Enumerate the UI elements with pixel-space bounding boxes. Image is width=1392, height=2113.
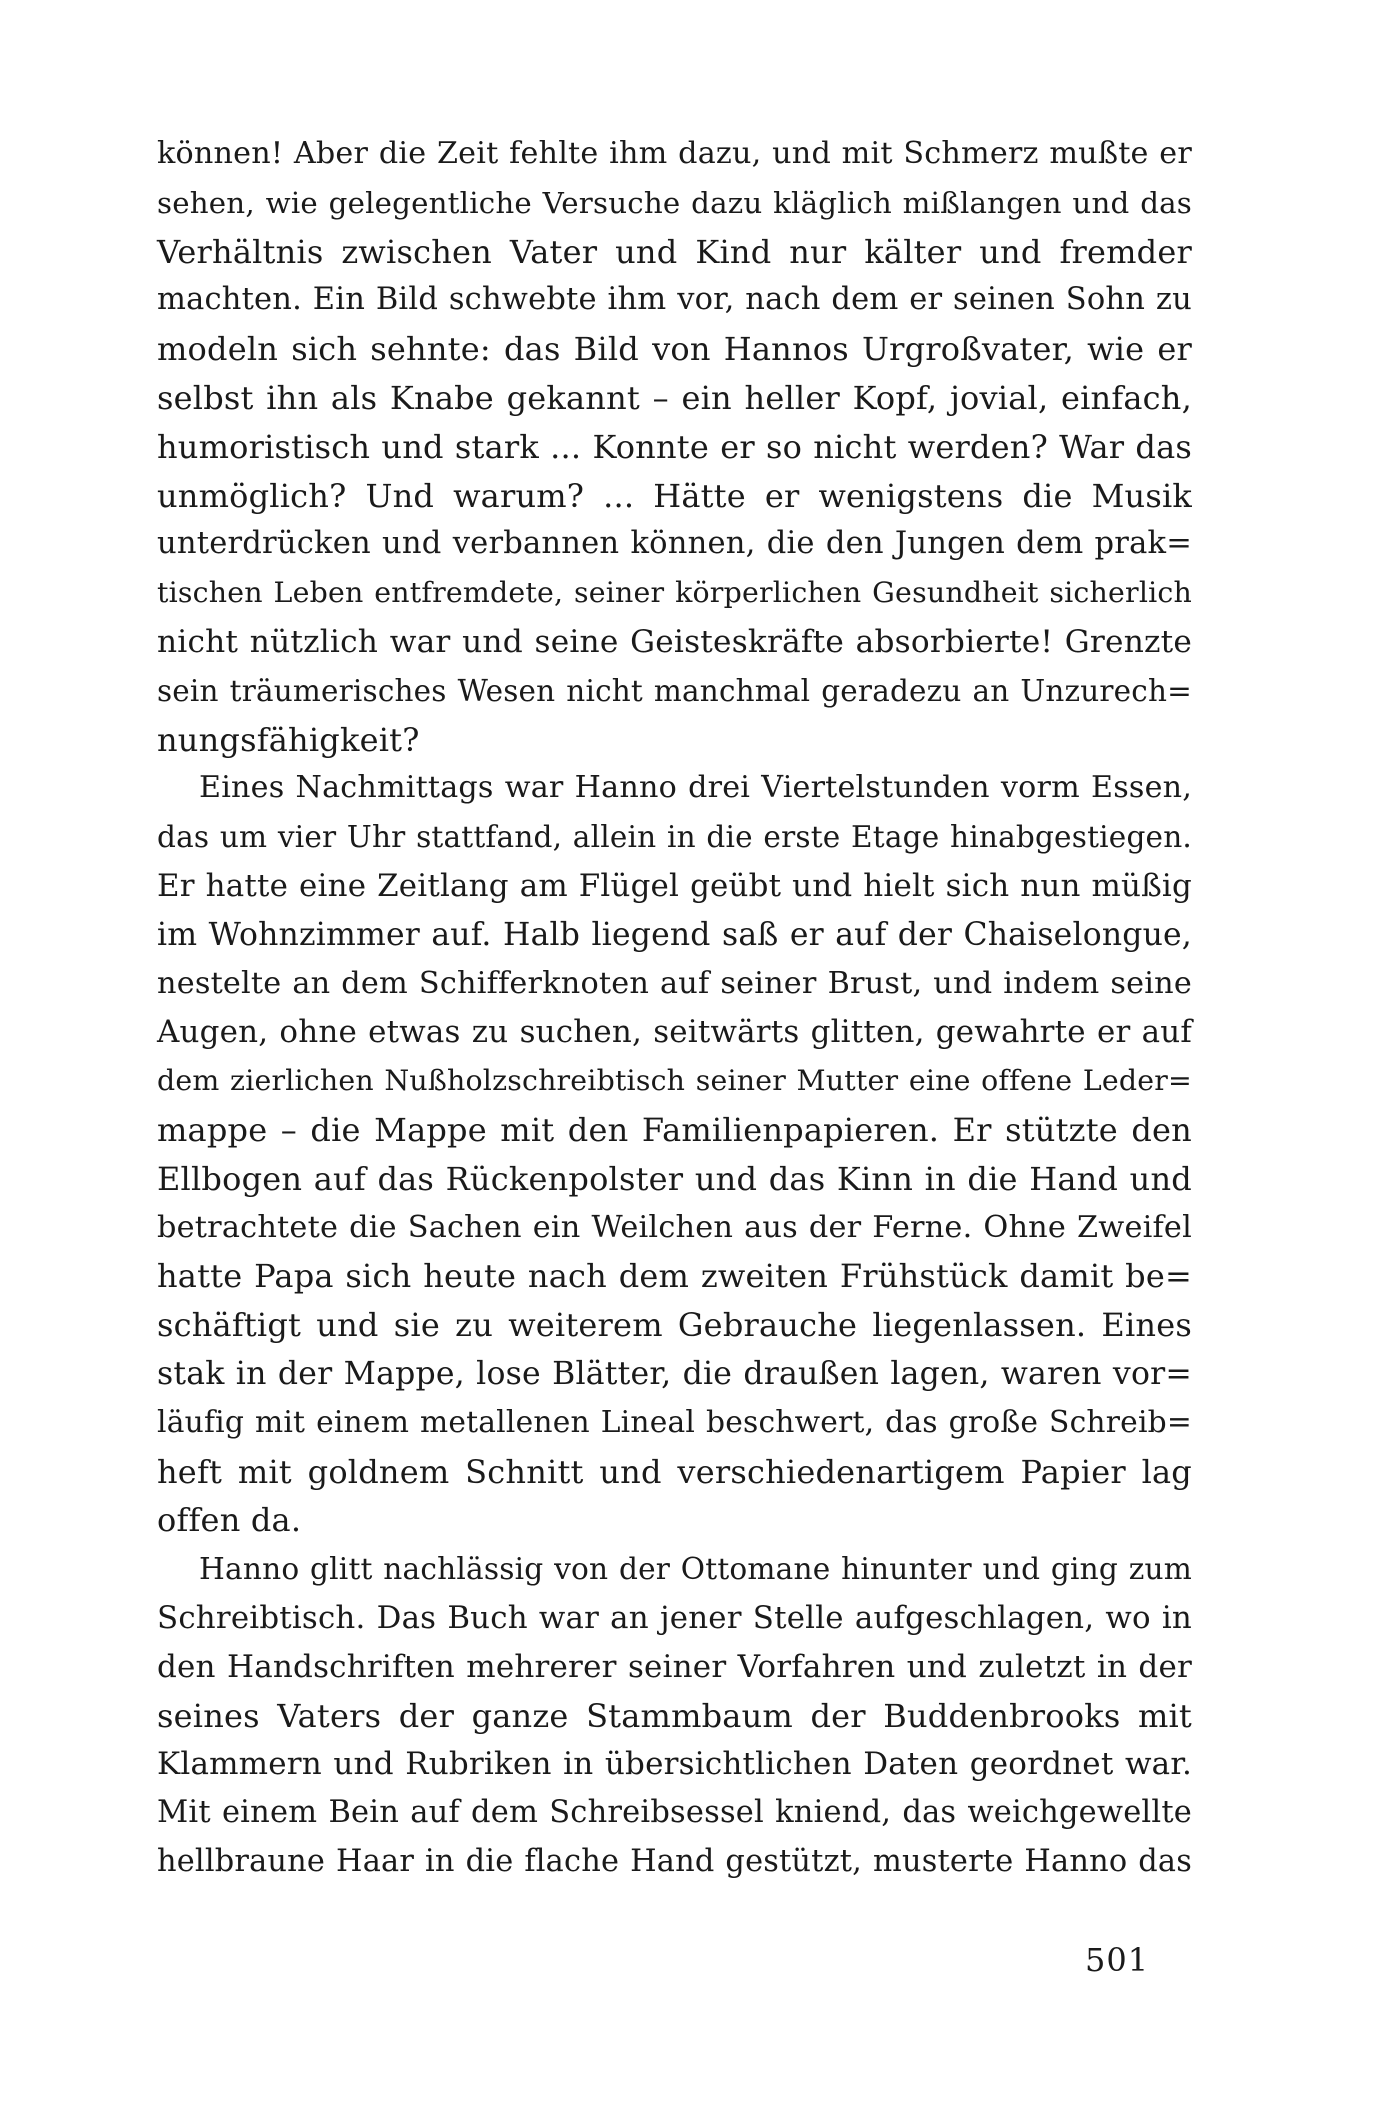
text-line: nicht nützlich war und seine Geisteskräfte absorbierte! Grenzte xyxy=(157,623,1192,660)
text-line: dem zierlichen Nußholzschreibtisch seiner Mutter eine offene Leder= xyxy=(157,1064,1192,1098)
text-line: nestelte an dem Schifferknoten auf seiner Brust, und indem seine xyxy=(157,965,1192,1001)
body-text xyxy=(157,130,1192,1887)
text-line: Hanno glitt nachlässig von der Ottomane hinunter und ging zum xyxy=(199,1552,1192,1587)
text-line: Eines Nachmittags war Hanno drei Viertelstunden vorm Essen, xyxy=(199,770,1192,806)
text-line: seines Vaters der ganze Stammbaum der Buddenbrooks mit xyxy=(157,1696,1192,1735)
text-line: modeln sich sehnte: das Bild von Hannos Urgroßvater, wie er xyxy=(157,330,1192,369)
text-line: sein träumerisches Wesen nicht manchmal geradezu an Unzurech= xyxy=(157,673,1192,708)
text-line: mappe – die Mappe mit den Familienpapieren. Er stützte den xyxy=(157,1110,1192,1149)
text-line: tischen Leben entfremdete, seiner körperlichen Gesundheit sicherlich xyxy=(157,576,1192,610)
text-line: hatte Papa sich heute nach dem zweiten Frühstück damit be= xyxy=(157,1257,1192,1296)
text-line: machten. Ein Bild schwebte ihm vor, nach dem er seinen Sohn zu xyxy=(157,282,1192,318)
text-line: selbst ihn als Knabe gekannt – ein heller Kopf, jovial, einfach, xyxy=(157,378,1192,417)
text-line: können! Aber die Zeit fehlte ihm dazu, und mit Schmerz mußte er xyxy=(157,136,1192,171)
text-line: unmöglich? Und warum? ... Hätte er wenigstens die Musik xyxy=(157,476,1192,515)
text-line: heft mit goldnem Schnitt und verschiedenartigem Papier lag xyxy=(157,1452,1192,1491)
text-line: Augen, ohne etwas zu suchen, seitwärts glitten, gewahrte er auf xyxy=(157,1014,1192,1051)
text-line: hellbraune Haar in die flache Hand gestützt, musterte Hanno das xyxy=(157,1843,1192,1879)
text-line: schäftigt und sie zu weiterem Gebrauche liegenlassen. Eines xyxy=(157,1306,1192,1345)
page-number: 501 xyxy=(1085,1941,1150,1979)
text-line: Verhältnis zwischen Vater und Kind nur kälter und fremder xyxy=(157,232,1192,271)
text-line: den Handschriften mehrerer seiner Vorfahren und zuletzt in der xyxy=(157,1648,1192,1685)
text-line: Er hatte eine Zeitlang am Flügel geübt und hielt sich nun müßig xyxy=(157,867,1192,904)
text-line: humoristisch und stark ... Konnte er so nicht werden? War das xyxy=(157,427,1192,466)
text-line: im Wohnzimmer auf. Halb liegend saß er auf der Chaiselongue, xyxy=(157,916,1192,953)
text-line: Mit einem Bein auf dem Schreibsessel kniend, das weichgewellte xyxy=(157,1795,1192,1831)
text-line: Schreibtisch. Das Buch war an jener Stelle aufgeschlagen, wo in xyxy=(157,1599,1192,1636)
text-line: das um vier Uhr stattfand, allein in die erste Etage hinabgestiegen. xyxy=(157,820,1192,855)
text-line: sehen, wie gelegentliche Versuche dazu kläglich mißlangen und das xyxy=(157,185,1192,220)
text-line: nungsfähigkeit? xyxy=(157,720,420,759)
text-line: stak in der Mappe, lose Blätter, die draußen lagen, waren vor= xyxy=(157,1355,1192,1392)
text-line: Ellbogen auf das Rückenpolster und das Kinn in die Hand und xyxy=(157,1159,1192,1198)
text-line: betrachtete die Sachen ein Weilchen aus der Ferne. Ohne Zweifel xyxy=(157,1209,1192,1245)
text-line: offen da. xyxy=(157,1501,302,1540)
text-line: läufig mit einem metallenen Lineal beschwert, das große Schreib= xyxy=(157,1404,1192,1440)
text-line: unterdrücken und verbannen können, die den Jungen dem prak= xyxy=(157,526,1192,562)
text-line: Klammern und Rubriken in übersichtlichen Daten geordnet war. xyxy=(157,1746,1192,1783)
